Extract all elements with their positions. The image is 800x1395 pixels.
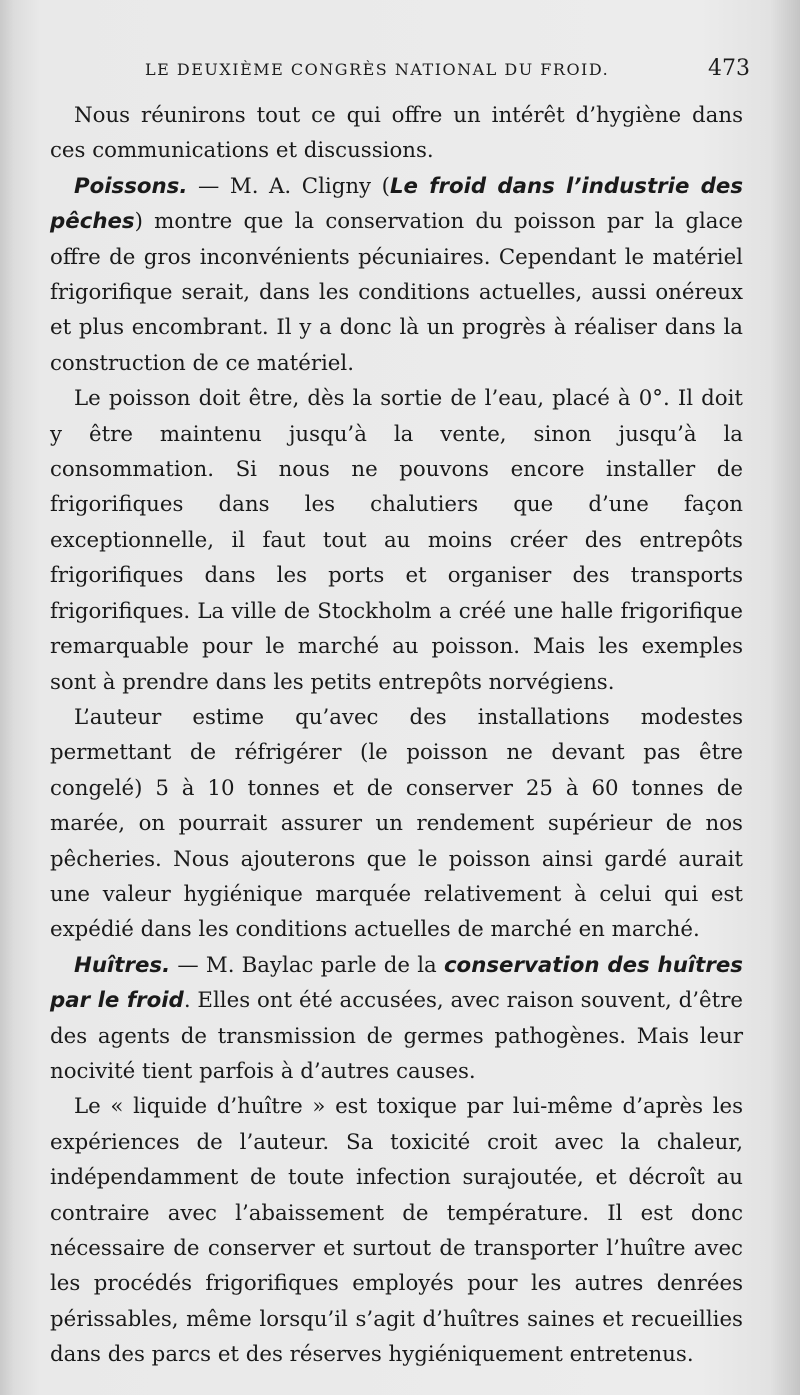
section-heading-huitres: Huîtres. xyxy=(74,952,171,978)
paragraph-text: Le poisson doit être, dès la sortie de l’eau, placé à 0°. Il doit y être maintenu jusqu’à la vente, sinon jusqu’à la consommation. Si nous ne pouvons encore installer de frigorifiques dans les chalutiers que d’une façon exceptionnelle, il faut tout au moins créer des entrepôts frigorifiques dans les ports et organiser des transports frigorifiques. La ville de Stockholm a créé une halle frigorifique remarquable pour le marché au poisson. Mais les exemples sont à prendre dans les petits entrepôts norvégiens. xyxy=(50,386,743,695)
paragraph-text: Le « liquide d’huître » est toxique par lui-même d’après les expériences de l’auteur. Sa toxicité croit avec la chaleur, indépendamment de toute infection surajoutée, et décroît au contraire avec l’abaissement de température. Il est donc nécessaire de conserver et surtout de transporter l’huître avec les procédés frigorifiques employés pour les autres denrées périssables, même lorsqu’il s’agit d’huîtres saines et recueillies dans des parcs et des réserves hygiéniquement entretenus. xyxy=(50,1094,743,1368)
page-body xyxy=(50,98,743,1373)
paragraph-auteur-estime xyxy=(50,700,743,948)
paragraph-text: . Elles ont été accusées, avec raison souvent, d’être des agents de transmission de germes pathogènes. Mais leur nocivité tient parfois à d’autres causes. xyxy=(50,988,743,1084)
paragraph-lead: — M. A. Cligny ( xyxy=(187,173,390,199)
work-title-froid-peches: Le froid dans l’industrie des pêches xyxy=(50,173,743,235)
work-title-conservation-huitres: conservation des huîtres par le froid xyxy=(50,952,743,1014)
section-heading-poissons: Poissons. xyxy=(74,173,188,199)
paragraph-intro xyxy=(50,98,743,169)
running-title: LE DEUXIÈME CONGRÈS NATIONAL DU FROID. xyxy=(145,60,610,79)
paragraph-poissons xyxy=(50,169,743,381)
paragraph-text: Nous réunirons tout ce qui offre un intérêt d’hygiène dans ces communications et discussions. xyxy=(50,103,743,164)
paragraph-lead: — M. Baylac parle de la xyxy=(170,952,444,978)
paragraph-poisson-temperature xyxy=(50,381,743,700)
page-number: 473 xyxy=(708,56,750,81)
paragraph-liquide-huitre xyxy=(50,1089,743,1372)
paragraph-huitres xyxy=(50,948,743,1090)
page-header xyxy=(50,56,750,86)
paragraph-text: ) montre que la conservation du poisson par la glace offre de gros inconvénients pécuniaires. Cependant le matériel frigorifique serait, dans les conditions actuelles, aussi onéreux et plus encombrant. Il y a donc là un progrès à réaliser dans la construction de ce matériel. xyxy=(50,209,743,376)
paragraph-text: L’auteur estime qu’avec des installations modestes permettant de réfrigérer (le poisson ne devant pas être congelé) 5 à 10 tonnes et de conserver 25 à 60 tonnes de marée, on pourrait assurer un rendement supérieur de nos pêcheries. Nous ajouterons que le poisson ainsi gardé aurait une valeur hygiénique marquée relativement à celui qui est expédié dans les conditions actuelles de marché en marché. xyxy=(50,704,743,943)
